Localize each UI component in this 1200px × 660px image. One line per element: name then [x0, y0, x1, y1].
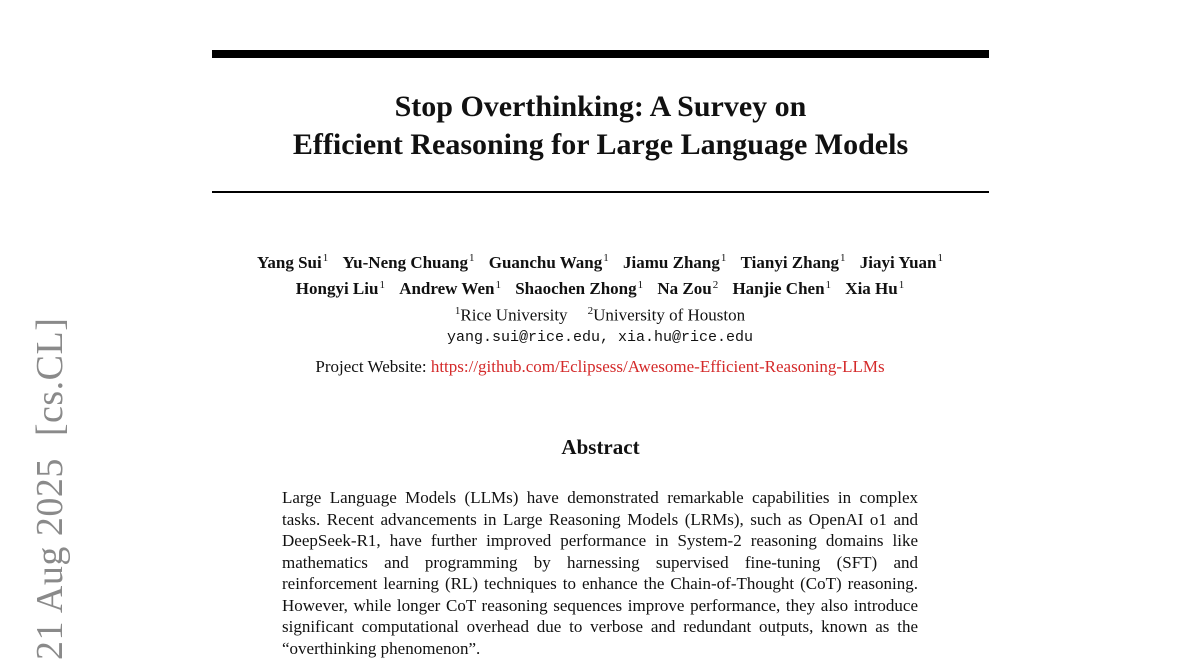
website-link[interactable]: https://github.com/Eclipsess/Awesome-Efficient-Reasoning-LLMs: [430, 357, 885, 376]
project-website: [180, 356, 1020, 378]
website-label: Project Website:: [315, 357, 427, 376]
author: Yu-Neng Chuang$^1$: [342, 252, 475, 272]
affiliations: [180, 300, 1020, 327]
author: Andrew Wen$^1$: [399, 278, 501, 299]
abstract-text: Large Language Models (LLMs) have demonstrated remarkable capabilities in complex tasks. Recent advancements in Large Reasoning Models (LRMs), such as OpenAI o1 and DeepSeek-R1, have further improved performance in System-2 reasoning domains like mathematics and programming by harnessing supervised fine-tuning (SFT) and reinforcement learning (RL) techniques to enhance the Chain-of-Thought (CoT) reasoning. However, while longer CoT reasoning sequences improve performance, they also introduce significant computational overhead due to verbose and redundant outputs, known as the “overthinking phenomenon”.: [282, 488, 918, 658]
author: Hanjie Chen$^1$: [732, 278, 832, 299]
abstract-heading: Abstract: [561, 435, 640, 459]
author-line-2: [180, 274, 1020, 301]
title-line-2: Efficient Reasoning for Large Language Models: [292, 128, 909, 161]
author-block: [180, 247, 1020, 349]
affiliation-marker: 1: [454, 305, 461, 318]
affiliation-marker: 2: [587, 305, 594, 318]
title-line-1: Stop Overthinking: A Survey on: [394, 90, 807, 123]
affiliation-name: University of Houston: [593, 305, 746, 325]
author: Guanchu Wang$^1$: [488, 252, 609, 272]
title-top-rule: [212, 50, 989, 58]
arxiv-date: 21 Aug 2025: [29, 458, 71, 660]
paper-title: [212, 88, 989, 164]
author: Jiamu Zhang$^1$: [623, 252, 727, 272]
affiliation-name: Rice University: [460, 305, 568, 325]
arxiv-category: [cs.CL]: [29, 317, 71, 437]
author: Na Zou$^2$: [657, 278, 719, 299]
arxiv-sidebar-stamp: [28, 318, 72, 660]
author: Xia Hu$^1$: [845, 278, 905, 299]
author: Hongyi Liu$^1$: [295, 278, 385, 299]
author: Jiayi Yuan$^1$: [859, 252, 943, 272]
title-bottom-rule: [212, 191, 989, 193]
author: Yang Sui$^1$: [256, 252, 329, 272]
author: Tianyi Zhang$^1$: [740, 252, 846, 272]
author-line-1: [180, 247, 1020, 274]
author: Shaochen Zhong$^1$: [515, 278, 644, 299]
contact-email: yang.sui@rice.edu, xia.hu@rice.edu: [446, 328, 754, 346]
